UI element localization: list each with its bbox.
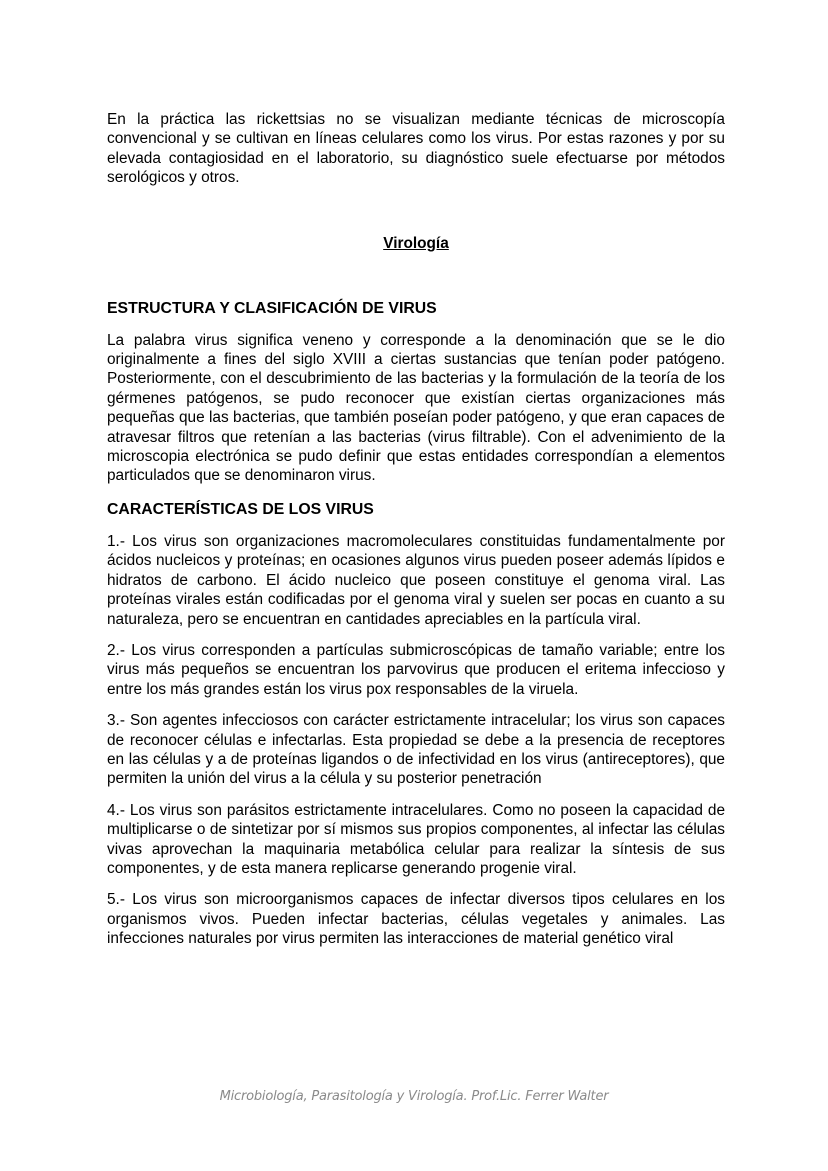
page-content: [107, 110, 725, 949]
structure-paragraph: La palabra virus significa veneno y corresponde a la denominación que se le dio originalmente a fines del siglo XVIII a ciertas sustancias que tenían poder patógeno. Posteriormente, con el descubrimiento de las bacterias y la formulación de la teoría de los gérmenes patógenos, se pudo reconocer que existían ciertas organizaciones más pequeñas que las bacterias, que también poseían poder patógeno, y que eran capaces de atravesar filtros que retenían a las bacterias (virus filtrable). Con el advenimiento de la microscopia electrónica se pudo definir que estas entidades correspondían a elementos particulados que se denominaron virus.: [107, 331, 725, 485]
intro-paragraph: En la práctica las rickettsias no se visualizan mediante técnicas de microscopía convencional y se cultivan en líneas celulares como los virus. Por estas razones y por su elevada contagiosidad en el laboratorio, su diagnóstico suele efectuarse por métodos serológicos y otros.: [107, 111, 725, 187]
characteristic-item-1: 1.- Los virus son organizaciones macromoleculares constituidas fundamentalmente por ácidos nucleicos y proteínas; en ocasiones algunos virus pueden poseer además lípidos e hidratos de carbono. El ácido nucleico que poseen constituye el genoma viral. Las proteínas virales están codificadas por el genoma viral y suelen ser pocas en cuanto a su naturaleza, pero se encuentran en cantidades apreciables en la partícula viral.: [107, 532, 725, 628]
characteristic-item-2: 2.- Los virus corresponden a partículas submicroscópicas de tamaño variable; entre los virus más pequeños se encuentran los parvovirus que producen el eritema infeccioso y entre los más grandes están los virus pox responsables de la viruela.: [107, 641, 725, 698]
characteristic-item-4: 4.- Los virus son parásitos estrictamente intracelulares. Como no poseen la capacidad de multiplicarse o de sintetizar por sí mismos sus propios componentes, al infectar las células vivas aprovechan la maquinaria metabólica celular para realizar la síntesis de sus componentes, y de esta manera replicarse generando progenie viral.: [107, 801, 725, 877]
characteristic-item-5: 5.- Los virus son microorganismos capaces de infectar diversos tipos celulares en los organismos vivos. Pueden infectar bacterias, células vegetales y animales. Las infecciones naturales por virus permiten las interacciones de material genético viral: [107, 891, 725, 948]
structure-heading: ESTRUCTURA Y CLASIFICACIÓN DE VIRUS: [107, 299, 437, 317]
section-title: Virología: [383, 234, 449, 252]
page-footer: Microbiología, Parasitología y Virología. Prof.Lic. Ferrer Walter: [219, 1089, 609, 1104]
characteristic-item-3: 3.- Son agentes infecciosos con carácter estrictamente intracelular; los virus son capaces de reconocer células e infectarlas. Esta propiedad se debe a la presencia de receptores en las células y a de proteínas ligandos o de infectividad en los virus (antireceptores), que permiten la unión del virus a la célula y su posterior penetración: [107, 712, 725, 788]
characteristics-list: [107, 532, 725, 949]
characteristics-heading: CARACTERÍSTICAS DE LOS VIRUS: [107, 500, 374, 518]
